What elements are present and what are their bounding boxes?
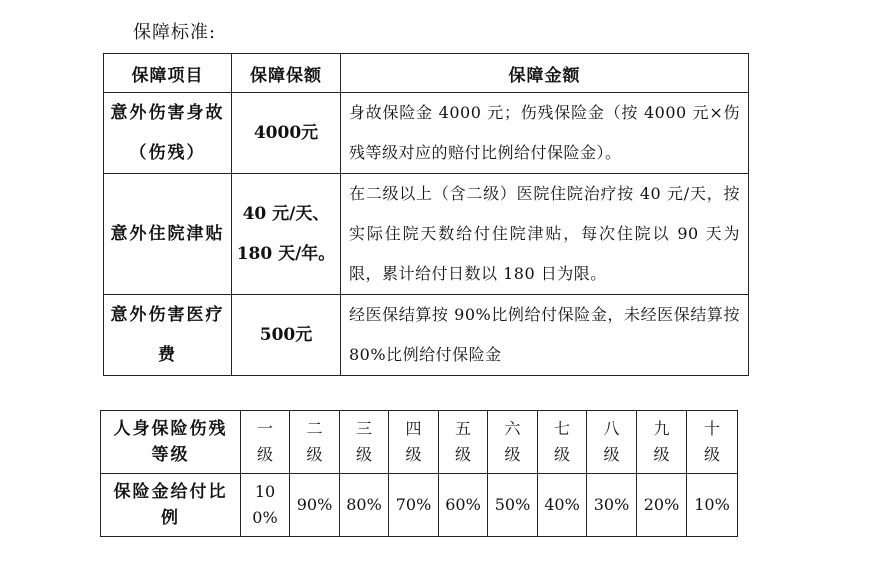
grade-cell: 七级 — [538, 411, 587, 474]
grade-row-header: 人身保险伤残等级 — [101, 411, 241, 474]
coverage-table — [103, 53, 749, 376]
row-detail: 经医保结算按 90%比例给付保险金，未经医保结算按 80%比例给付保险金 — [341, 295, 749, 376]
row-item: 意外伤害身故（伤残） — [104, 93, 232, 174]
ratio-row — [101, 474, 738, 537]
ratio-cell: 90% — [290, 474, 340, 537]
row-amount: 500元 — [232, 295, 341, 376]
row-item: 意外伤害医疗费 — [104, 295, 232, 376]
ratio-cell: 60% — [439, 474, 488, 537]
ratio-cell: 30% — [587, 474, 637, 537]
grade-cell: 八级 — [587, 411, 637, 474]
ratio-cell: 40% — [538, 474, 587, 537]
header-detail: 保障金额 — [341, 54, 749, 93]
header-item: 保障项目 — [104, 54, 232, 93]
ratio-cell: 10% — [687, 474, 738, 537]
section-title: 保障标准: — [133, 22, 217, 43]
grade-cell: 九级 — [637, 411, 687, 474]
ratio-row-header: 保险金给付比例 — [101, 474, 241, 537]
grade-cell: 十级 — [687, 411, 738, 474]
ratio-cell: 70% — [389, 474, 439, 537]
grade-cell: 一级 — [241, 411, 290, 474]
row-detail: 身故保险金 4000 元；伤残保险金（按 4000 元×伤残等级对应的赔付比例给付保险金）。 — [341, 93, 749, 174]
grade-row — [101, 411, 738, 474]
grade-cell: 五级 — [439, 411, 488, 474]
row-item: 意外住院津贴 — [104, 174, 232, 295]
ratio-cell: 20% — [637, 474, 687, 537]
row-amount: 4000元 — [232, 93, 341, 174]
grade-cell: 四级 — [389, 411, 439, 474]
coverage-table-header-row — [104, 54, 749, 93]
grade-cell: 六级 — [488, 411, 538, 474]
header-amount: 保障保额 — [232, 54, 341, 93]
table-row — [104, 93, 749, 174]
disability-ratio-table — [100, 410, 738, 537]
table-row — [104, 174, 749, 295]
table-row — [104, 295, 749, 376]
grade-cell: 二级 — [290, 411, 340, 474]
grade-cell: 三级 — [340, 411, 389, 474]
ratio-cell: 80% — [340, 474, 389, 537]
row-amount: 40 元/天、180 天/年。 — [232, 174, 341, 295]
ratio-cell: 50% — [488, 474, 538, 537]
row-detail: 在二级以上（含二级）医院住院治疗按 40 元/天，按实际住院天数给付住院津贴，每次住院以 90 天为限，累计给付日数以 180 日为限。 — [341, 174, 749, 295]
ratio-cell: 100% — [241, 474, 290, 537]
